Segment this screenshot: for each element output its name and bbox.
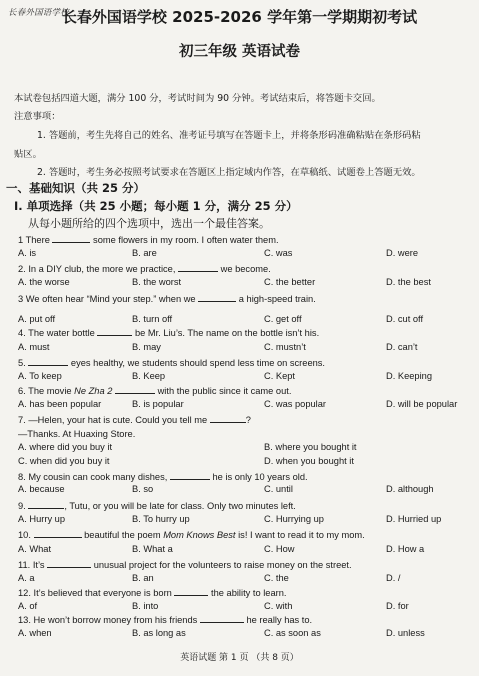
note-1-continued: 贴区。: [14, 149, 42, 160]
stem-text: 13. He won’t borrow money from his friends: [18, 615, 200, 625]
stem-text: 3 We often hear “Mind your step.” when we: [18, 294, 199, 304]
question-10-option-a: A. What: [18, 544, 52, 554]
question-11-option-a: A. a: [18, 573, 35, 583]
question-6-option-c: C. was popular: [264, 399, 327, 409]
stem-text: 8. My cousin can cook many dishes,: [18, 472, 170, 482]
stem-text: with the public since it came out.: [155, 386, 292, 396]
question-9-option-a: A. Hurry up: [18, 514, 66, 524]
stem-text: eyes healthy, we students should spend less time on screens.: [68, 358, 326, 368]
stem-text: the ability to learn.: [208, 588, 287, 598]
question-11-option-c: C. the: [264, 573, 289, 583]
exam-intro: 本试卷包括四道大题，满分 100 分，考试时间为 90 分钟。考试结束后，将答题卡交回。: [14, 93, 381, 104]
question-3-option-d: D. cut off: [386, 314, 424, 324]
part-heading: I. 单项选择（共 25 小题；每小题 1 分，满分 25 分）: [14, 199, 298, 213]
stem-text: be Mr. Liu’s. The name on the bottle isn’t his.: [132, 328, 320, 338]
notes-heading: 注意事项：: [14, 111, 61, 122]
stem-text: 5.: [18, 358, 29, 368]
question-9-option-c: C. Hurrying up: [264, 514, 324, 524]
stem-title: Mom Knows Best: [163, 530, 236, 540]
answer-blank: [34, 528, 82, 538]
stem-text: 4. The water bottle: [18, 328, 98, 338]
question-12-stem: [18, 586, 286, 598]
answer-blank: [28, 356, 68, 366]
note-1: 1. 答题前，考生先将自己的姓名、准考证号填写在答题卡上，并将条形码准确粘贴在条形码粘: [37, 130, 421, 141]
answer-blank: [200, 613, 244, 623]
question-8-option-d: D. although: [386, 484, 434, 494]
question-10-stem: [18, 528, 365, 540]
part-instruction: 从每小题所给的四个选项中，选出一个最佳答案。: [28, 217, 270, 230]
question-7-option-c: C. when did you buy it: [18, 456, 110, 466]
question-13-option-d: D. unless: [386, 628, 425, 638]
question-6-option-d: D. will be popular: [386, 399, 458, 409]
question-1-option-b: B. are: [132, 248, 157, 258]
stem-title: Ne Zha 2: [74, 386, 113, 396]
stem-text: 6. The movie: [18, 386, 75, 396]
question-1-option-c: C. was: [264, 248, 293, 258]
section-heading: 一、基础知识（共 25 分）: [6, 181, 146, 195]
answer-blank: [178, 262, 218, 272]
question-10-option-c: C. How: [264, 544, 295, 554]
question-8-stem: [18, 470, 308, 482]
question-11-option-b: B. an: [132, 573, 154, 583]
answer-blank: [28, 499, 64, 509]
question-13-option-b: B. as long as: [132, 628, 186, 638]
question-12-option-a: A. of: [18, 601, 38, 611]
stem-text: beautiful the poem: [81, 530, 164, 540]
question-1-option-d: D. were: [386, 248, 419, 258]
question-5-option-a: A. To keep: [18, 371, 62, 381]
question-13-option-c: C. as soon as: [264, 628, 321, 638]
answer-blank: [210, 413, 246, 423]
question-10-option-b: B. What a: [132, 544, 173, 554]
stem-text: he really has to.: [243, 615, 313, 625]
stem-text: 11. It’s: [18, 560, 48, 570]
exam-subtitle: 初三年级 英语试卷: [178, 44, 301, 60]
stem-text: 10.: [18, 530, 34, 540]
question-9-stem: [18, 499, 296, 511]
question-13-stem: [18, 613, 312, 625]
answer-blank: [97, 326, 132, 336]
stem-text: some flowers in my room. I often water them.: [90, 235, 279, 245]
question-8-option-a: A. because: [18, 484, 65, 494]
question-10-option-d: D. How a: [386, 544, 425, 554]
question-1-option-a: A. is: [18, 248, 37, 258]
question-2-stem: [18, 262, 271, 274]
question-3-stem: [18, 292, 316, 304]
question-6-stem: [18, 384, 291, 396]
question-7-stem: [18, 413, 251, 425]
question-13-option-a: A. when: [18, 628, 52, 638]
question-3-option-b: B. turn off: [132, 314, 173, 324]
page-footer: 英语试题 第 1 页 （共 8 页）: [180, 653, 299, 663]
answer-blank: [52, 233, 90, 243]
question-4-option-c: C. mustn’t: [264, 342, 306, 352]
question-11-stem: [18, 558, 352, 570]
question-5-option-b: B. Keep: [132, 371, 166, 381]
stem-text: a high-speed train.: [236, 294, 316, 304]
answer-blank: [198, 292, 236, 302]
stem-text: ?: [245, 415, 251, 425]
stem-text: 12. It’s believed that everyone is born: [18, 588, 175, 598]
stem-text: is! I want to read it to my mom.: [235, 530, 365, 540]
stem-text: he is only 10 years old.: [209, 472, 308, 482]
question-4-option-a: A. must: [18, 342, 50, 352]
stem-text: 7. —Helen, your hat is cute. Could you tell me: [18, 415, 210, 425]
question-6-option-a: A. has been popular: [18, 399, 102, 409]
question-2-option-d: D. the best: [386, 277, 431, 287]
answer-blank: [47, 558, 91, 568]
stem-text: 2. In a DIY club, the more we practice,: [18, 264, 179, 274]
question-7-option-d: D. when you bought it: [264, 456, 354, 466]
question-7-option-b: B. where you bought it: [264, 442, 357, 452]
question-12-option-d: D. for: [386, 601, 409, 611]
question-4-option-b: B. may: [132, 342, 161, 352]
stem-text: 1 There: [18, 235, 53, 245]
question-8-option-b: B. so: [132, 484, 154, 494]
question-1-stem: [18, 233, 279, 245]
question-5-option-d: D. Keeping: [386, 371, 432, 381]
question-9-option-b: B. To hurry up: [132, 514, 190, 524]
question-2-option-b: B. the worst: [132, 277, 182, 287]
question-12-option-b: B. into: [132, 601, 159, 611]
question-7-option-a: A. where did you buy it: [18, 442, 113, 452]
stem-text: unusual project for the volunteers to raise money on the street.: [91, 560, 352, 570]
stem-text: we become.: [218, 264, 271, 274]
question-9-option-d: D. Hurried up: [386, 514, 442, 524]
question-3-option-c: C. get off: [264, 314, 302, 324]
question-8-option-c: C. until: [264, 484, 293, 494]
question-11-option-d: D. /: [386, 573, 401, 583]
question-12-option-c: C. with: [264, 601, 293, 611]
answer-blank: [170, 470, 210, 480]
question-4-stem: [18, 326, 319, 338]
question-3-option-a: A. put off: [18, 314, 56, 324]
question-7-reply: —Thanks. At Huaxing Store.: [18, 429, 136, 439]
school-logo: 长春外国语学校: [8, 8, 69, 18]
question-4-option-d: D. can’t: [386, 342, 418, 352]
answer-blank: [174, 586, 208, 596]
stem-text: 9.: [18, 501, 29, 511]
question-5-option-c: C. Kept: [264, 371, 296, 381]
exam-title: 长春外国语学校 2025-2026 学年第一学期期初考试: [61, 8, 418, 26]
answer-blank: [115, 384, 155, 394]
question-2-option-a: A. the worse: [18, 277, 70, 287]
question-6-option-b: B. is popular: [132, 399, 184, 409]
note-2: 2. 答题时，考生务必按照考试要求在答题区上指定域内作答，在草稿纸、试题卷上答题无效。: [37, 167, 421, 178]
stem-text: , Tutu, or you will be late for class. Only two minutes left.: [64, 501, 296, 511]
question-2-option-c: C. the better: [264, 277, 316, 287]
question-5-stem: [18, 356, 325, 368]
